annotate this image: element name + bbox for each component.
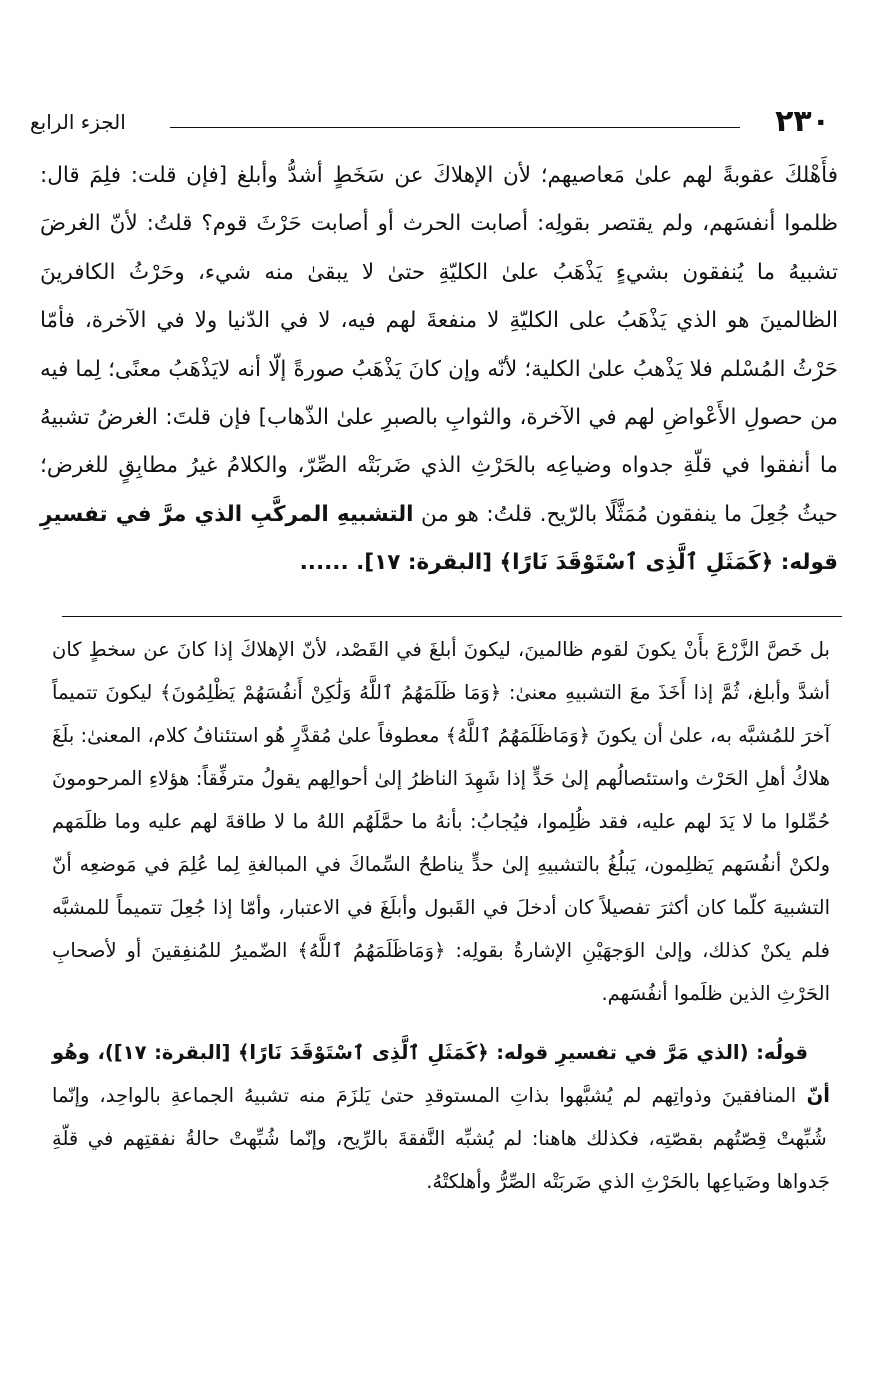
text-line: الذّهاب] فإن قلتَ: الغرضُ تشبيهُ ما أنفقوا في قلّةِ جدواه وضياعِه بالحَرْثِ الذي ضَربَتْه [40,405,838,479]
text-line: قِصّتُهم بقصّتِه، فكذلك هاهنا: لم يُشبِّه النَّفقةَ بالرِّيح، وإنّما شُبِّهتْ حالةُ نفقتِهم في قلّةِ [52,1127,767,1150]
text-line: حمَّلَهُم اللهُ ما لا طاقةَ لهم عليه وما ظلَمَهم ولكنْ أنفُسَهم يَظلِمون، يَبلُغُ بالتشبيهِ إلىٰ حدٍّ [52,810,830,876]
text-line: الصِّرّ، والكلامُ غيرُ مطابِقٍ للغرض؛ حيثُ جُعِلَ ما ينفقون مُمَثَّلًا بالرّيح. قلتُ: هو من [40,453,838,527]
commentary-paragraph [52,1031,830,1203]
commentary-paragraph [52,628,830,1015]
text-line: قال: ظلموا أنفسَهم، ولم يقتصر بقولِه: أصابت الحرث أو أصابت حَرْثَ قوم؟ قلتُ: [40,163,839,237]
text-line: لايَذْهَبُ معنًى؛ لِما فيه من حصولِ الأَعْواضِ لهم في الآخرة، والثوابِ بالصبرِ علىٰ [40,356,838,431]
text-line: لأنّ الغرضَ تشبيهُ ما يُنفقون بشيءٍ يَذْهَبُ علىٰ الكليّةِ حتىٰ لا يبقىٰ منه شيء، وحَرْثُ [40,211,838,285]
text-line: الآخرة، فأمّا حَرْثُ المُسْلم فلا يَذْهبُ علىٰ الكلية؛ لأنّه وإن كانَ يَذْهَبُ صورةً إلّا أنه [40,308,839,382]
text-line: يَظْلِمُونَ﴾ ليكونَ تتميماً آخرَ للمُشبَّه به، علىٰ أن يكونَ ﴿وَمَاظَلَمَهُمُ ٱللَّهُ﴾ معطوفاً علىٰ مُقدَّرٍ [52,681,831,747]
text-line: بل خَصَّ الزَّرْعَ بأَنْ يكونَ لقوم ظالمينَ، ليكونَ أبلغَ في القَصْد، لأنّ الإهلاكَ إذا كانَ عن [136,638,830,661]
main-text-body [40,152,838,588]
text-line: بقولِه: ﴿وَمَاظَلَمَهُمُ ٱللَّهُ﴾ الضّميرُ للمُنفِقينَ أو لأصحابِ الحَرْثِ الذين ظلَموا أنفُسَهم. [52,939,830,1005]
text-line: قولُه: (الذي مَرَّ في تفسيرِ قوله: ﴿كَمَثَلِ ٱلَّذِى ٱسْتَوْقَدَ نَارًا﴾ [البقرة: ١٧])، وهُو أنّ [52,1041,830,1107]
text-line: الكافرينَ الظالمينَ هو الذي يَذْهَبُ على الكليّةِ لا منفعةَ لهم فيه، لا في الدّنيا ولا في [40,259,838,334]
running-title: الجزء الرابع [30,110,126,134]
page-header [30,100,830,144]
footnote-separator [62,616,842,617]
header-rule [170,127,740,128]
text-line: التشبيهِ المركَّبِ الذي مرَّ في تفسيرِ قوله: ﴿كَمَثَلِ ٱلَّذِى ٱسْتَوْقَدَ نَارًا﴾ [البقرة: ١٧]. ...... [40,501,838,576]
text-line: القَبول وأبلَغَ في الاعتبار، وأمّا إذا جُعِلَ تتميماً للمشبَّه فلم يكنْ كذلك، وإلىٰ الوَجهَيْنِ الإشارةُ [52,896,830,962]
text-line: يناطحُ السِّماكَ في المبالغةِ لِما عُلِمَ في مَوضعِه أنّ التشبيهَ كلّما كان أكثرَ تفصيلاً كان أدخلَ في [52,853,831,919]
page-number: ٢٣٠ [775,104,830,139]
text-line: فأَهْلكَ عقوبةً لهم علىٰ مَعاصيهم؛ لأن الإهلاكَ عن سَخَطٍ أشدُّ وأبلغ [فإن قلت: فلِمَ [79,163,838,188]
text-line: المنافقينَ وذواتِهم لم يُشبَّهوا بذاتِ المستوقدِ حتىٰ يَلزَمَ منه تشبيهُ الجماعةِ بالواحِد، وإنّما شُبِّهتْ [52,1084,827,1150]
text-line: هُو استئنافُ كلام، المعنىٰ: بلَغَ هلاكُ أهلِ الحَرْث واستئصالُهم إلىٰ حَدٍّ إذا شَهِدَ الناظرُ إلىٰ [52,724,830,790]
text-line: أحوالِهم يقولُ مترفِّقاً: هؤلاءِ المرحومونَ حُمِّلوا ما لا يَدَ لهم عليه، فقد ظُلِموا، فيُجابُ: بأنهُ ما [52,767,830,833]
main-text [40,152,838,588]
text-line: سخطٍ كان أشدَّ وأبلغ، ثُمَّ إذا أَخَذَ معَ التشبيهِ معنىٰ: ﴿وَمَا ظَلَمَهُمُ ٱللَّهُ وَلَٰكِنْ أَنفُسَهُمْ [52,638,830,704]
text-line: جَدواها وضَياعِها بالحَرْثِ الذي ضَربَتْه الصِّرُّ وأهلكتْهُ. [426,1170,830,1193]
commentary [52,628,830,1203]
